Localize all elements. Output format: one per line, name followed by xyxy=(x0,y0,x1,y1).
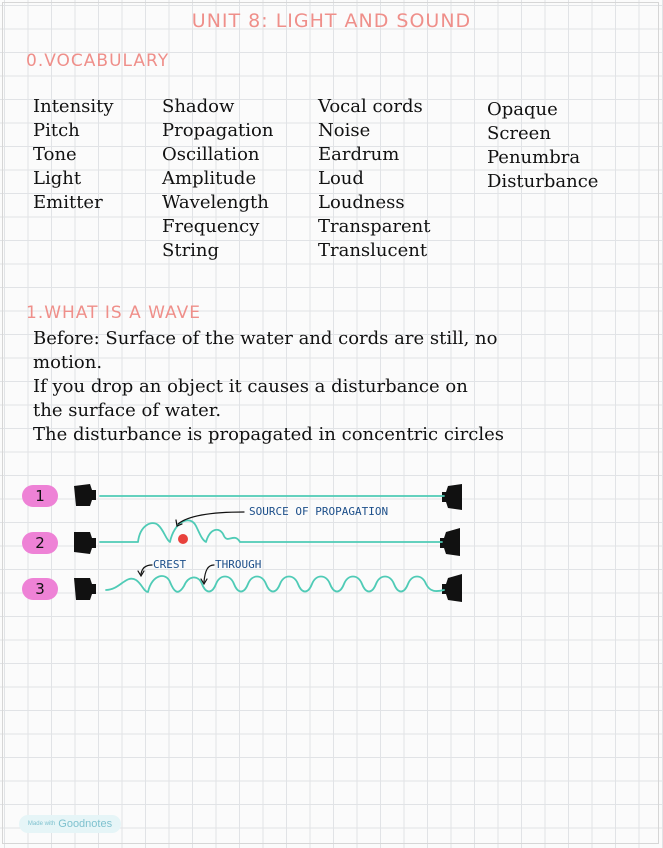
vocab-word: Eardrum xyxy=(318,144,400,165)
left-clamp-1 xyxy=(74,484,96,506)
vocab-word: Emitter xyxy=(33,192,103,213)
vocab-word: Pitch xyxy=(33,120,80,141)
vocab-word: Wavelength xyxy=(162,192,269,213)
vocab-word: Vocal cords xyxy=(318,96,423,117)
vocab-word: Loudness xyxy=(318,192,405,213)
text-line: motion. xyxy=(33,352,103,373)
step-badge-3: 3 xyxy=(22,578,58,600)
text-line: Before: Surface of the water and cords are still, no xyxy=(33,328,498,349)
through-label: THROUGH xyxy=(215,558,262,571)
watermark-brand: Goodnotes xyxy=(58,818,113,830)
vocab-word: Amplitude xyxy=(162,168,257,189)
right-clamp-2 xyxy=(440,528,460,556)
vocab-word: Screen xyxy=(487,123,551,144)
vocab-word: Penumbra xyxy=(487,147,581,168)
vocab-word: Oscillation xyxy=(162,144,260,165)
right-clamps xyxy=(440,484,462,602)
vocab-word: Shadow xyxy=(162,96,235,117)
wave-diagram xyxy=(0,470,663,610)
vocab-column-1 xyxy=(33,95,114,215)
text-line: The disturbance is propagated in concentric circles xyxy=(33,424,505,445)
step-badge-1: 1 xyxy=(22,485,58,507)
watermark-prefix: Made with xyxy=(27,821,56,827)
wave-section-heading: 1.WHAT IS A WAVE xyxy=(26,303,201,323)
source-of-propagation-label: SOURCE OF PROPAGATION xyxy=(249,505,389,518)
vocab-word: Light xyxy=(33,168,82,189)
source-dot xyxy=(178,534,188,544)
vocab-word: Transparent xyxy=(318,216,431,237)
right-clamp-1 xyxy=(442,484,462,510)
vocab-word: Frequency xyxy=(162,216,260,237)
step-badge-2: 2 xyxy=(22,532,58,554)
vocab-word: Translucent xyxy=(318,240,428,261)
vocab-word: Loud xyxy=(318,168,364,189)
right-clamp-3 xyxy=(442,574,462,602)
vocab-column-3 xyxy=(318,95,431,263)
through-arrow xyxy=(204,565,214,582)
text-line: If you drop an object it causes a disturbance on xyxy=(33,376,468,397)
wave-explanation xyxy=(33,327,504,447)
vocab-column-4 xyxy=(487,98,598,194)
vocab-word: String xyxy=(162,240,220,261)
source-arrow xyxy=(178,512,244,524)
vocab-word: Noise xyxy=(318,120,371,141)
vocab-word: Propagation xyxy=(162,120,274,141)
vocabulary-heading: 0.VOCABULARY xyxy=(26,51,170,71)
left-clamp-3 xyxy=(74,578,96,600)
vocab-word: Intensity xyxy=(33,96,114,117)
vocab-word: Opaque xyxy=(487,99,558,120)
string-2 xyxy=(100,520,442,542)
vocab-word: Disturbance xyxy=(487,171,599,192)
string-3 xyxy=(106,576,444,592)
vocab-column-2 xyxy=(162,95,273,263)
text-line: the surface of water. xyxy=(33,400,222,421)
goodnotes-watermark xyxy=(19,815,121,833)
crest-label: CREST xyxy=(153,558,187,571)
left-clamps xyxy=(74,484,96,600)
page-title: UNIT 8: LIGHT AND SOUND xyxy=(191,10,472,32)
vocab-word: Tone xyxy=(33,144,77,165)
left-clamp-2 xyxy=(74,532,96,554)
